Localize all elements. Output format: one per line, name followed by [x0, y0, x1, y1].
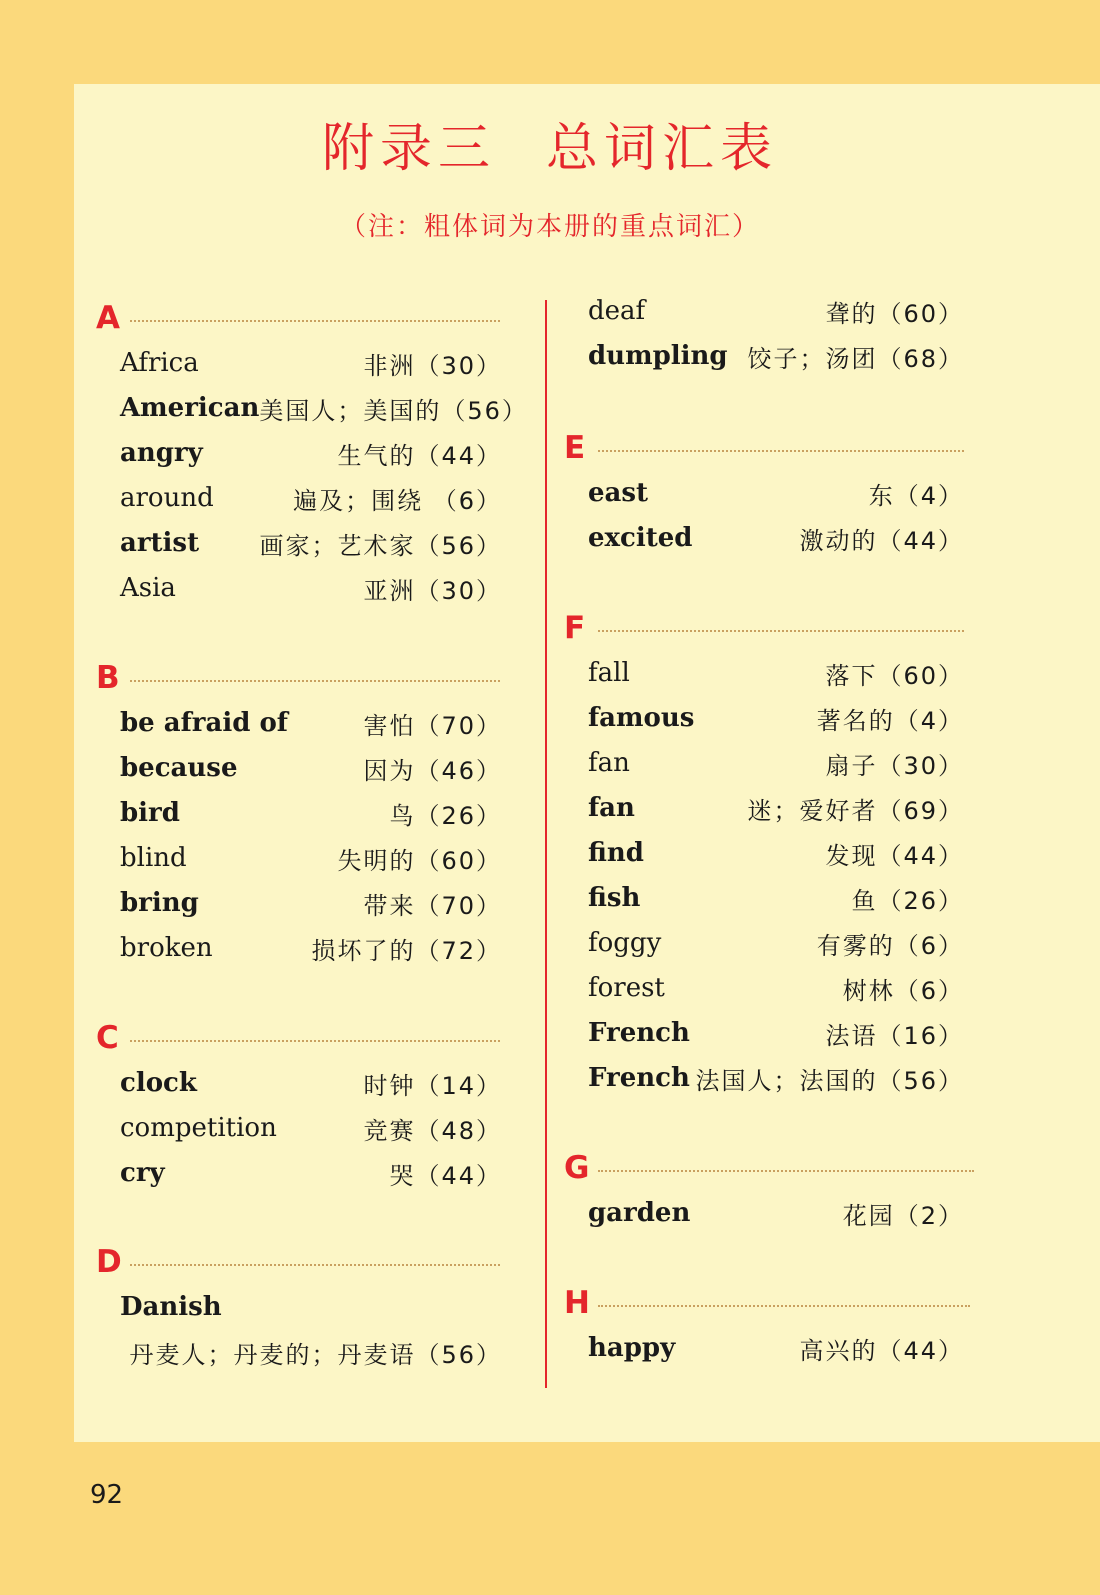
entry-blind: blind 失明的（60）	[120, 843, 502, 875]
entry-dumpling: dumpling 饺子；汤团（68）	[588, 341, 964, 373]
column-divider	[545, 300, 547, 1388]
title-part1: 附录三	[321, 119, 496, 179]
entry-excited: excited 激动的（44）	[588, 523, 964, 555]
section-letter-e: E	[564, 430, 964, 466]
entry-fan-2: fan 迷；爱好者（69）	[588, 793, 964, 825]
section-letter-b: B	[96, 660, 500, 696]
section-letter-d: D	[96, 1244, 500, 1280]
entry-french-1: French 法语（16）	[588, 1018, 964, 1050]
entry-bring: bring 带来（70）	[120, 888, 502, 920]
entry-happy: happy 高兴的（44）	[588, 1333, 964, 1365]
entry-africa: Africa 非洲（30）	[120, 348, 502, 380]
entry-bird: bird 鸟（26）	[120, 798, 502, 830]
section-letter-g: G	[564, 1150, 974, 1186]
entry-east: east 东（4）	[588, 478, 964, 510]
section-letter-c: C	[96, 1020, 500, 1056]
entry-clock: clock 时钟（14）	[120, 1068, 502, 1100]
entry-deaf: deaf 聋的（60）	[588, 296, 964, 328]
entry-garden: garden 花园（2）	[588, 1198, 964, 1230]
section-letter-a: A	[96, 300, 500, 336]
entry-american: American 美国人；美国的（56）	[120, 393, 528, 425]
entry-foggy: foggy 有雾的（6）	[588, 928, 964, 960]
entry-forest: forest 树林（6）	[588, 973, 964, 1005]
entry-french-2: French 法国人；法国的（56）	[588, 1063, 964, 1095]
section-letter-f: F	[564, 610, 964, 646]
entry-danish-meaning: 丹麦人；丹麦的；丹麦语（56）	[129, 1340, 502, 1369]
entry-fish: fish 鱼（26）	[588, 883, 964, 915]
entry-danish-word: Danish	[120, 1292, 222, 1322]
entry-find: find 发现（44）	[588, 838, 964, 870]
entry-artist: artist 画家；艺术家（56）	[120, 528, 502, 560]
entry-cry: cry 哭（44）	[120, 1158, 502, 1190]
title-part2: 总词汇表	[546, 119, 779, 179]
entry-fan-1: fan 扇子（30）	[588, 748, 964, 780]
entry-famous: famous 著名的（4）	[588, 703, 964, 735]
entry-competition: competition 竞赛（48）	[120, 1113, 502, 1145]
entry-fall: fall 落下（60）	[588, 658, 964, 690]
entry-be-afraid-of: be afraid of 害怕（70）	[120, 708, 502, 740]
entry-asia: Asia 亚洲（30）	[120, 573, 502, 605]
page-title	[0, 106, 1100, 181]
entry-because: because 因为（46）	[120, 753, 502, 785]
entry-broken: broken 损坏了的（72）	[120, 933, 502, 965]
page-subtitle: （注：粗体词为本册的重点词汇）	[339, 212, 760, 242]
page-number: 92	[90, 1480, 124, 1510]
entry-around: around 遍及；围绕 （6）	[120, 483, 502, 515]
entry-angry: angry 生气的（44）	[120, 438, 502, 470]
section-letter-h: H	[564, 1285, 970, 1321]
